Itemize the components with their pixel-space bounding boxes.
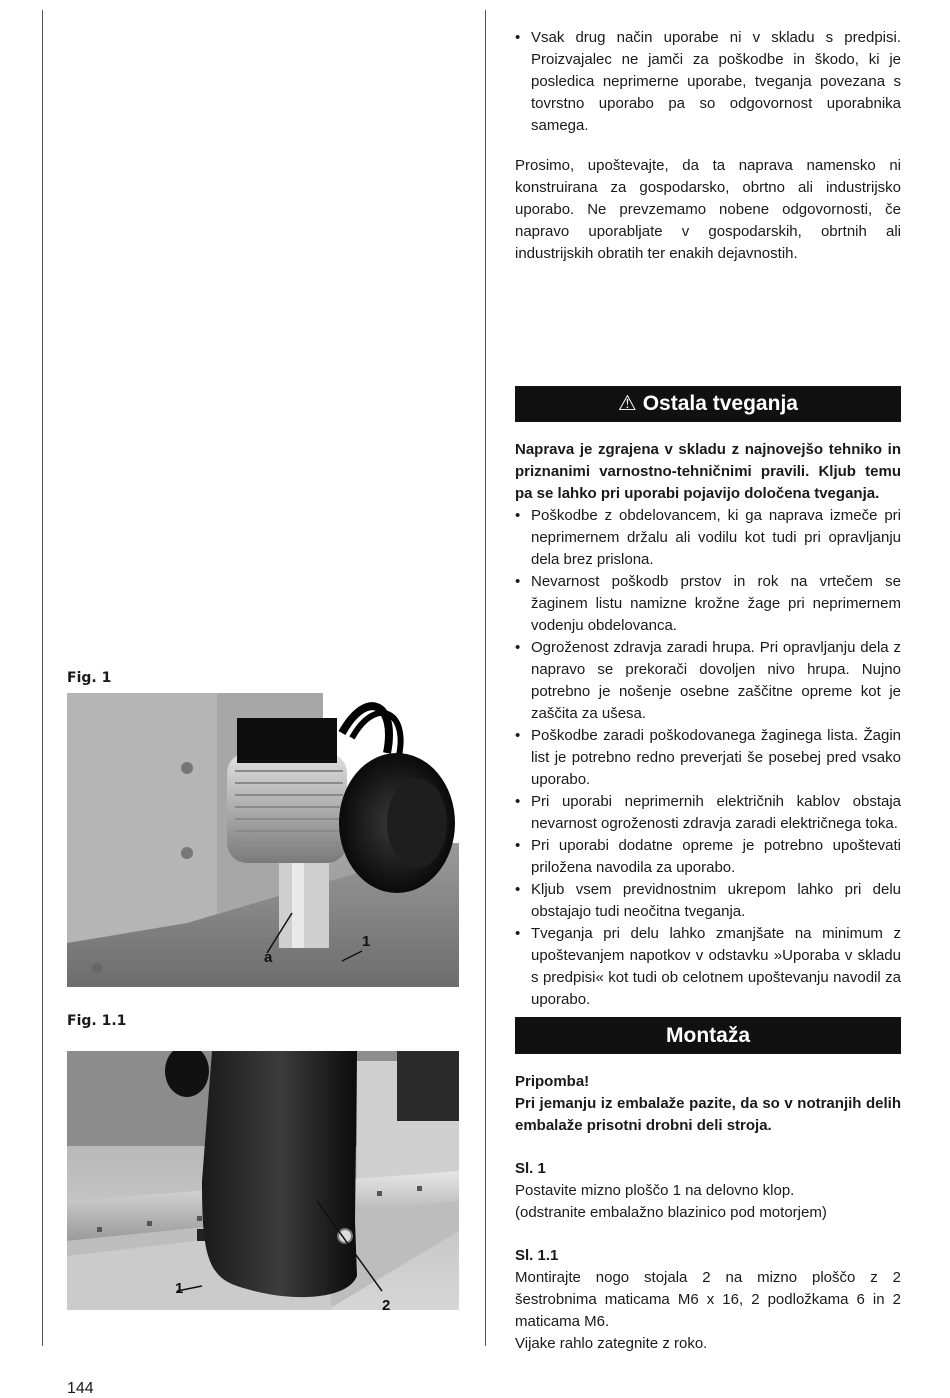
fig-1-1-stand-illustration [67,1051,459,1310]
note-label: Pripomba! [515,1073,590,1090]
notice-paragraph: Prosimo, upoštevajte, da ta naprava namensko ni konstruirana za gospodarsko, obrtno ali industrijsko uporabo. Ne prevzemamo nobene odgovornosti, če napravo uporabljate v gospodarskih, obrtnih ali industrijskih obratih ter enakih dejavnostih. [515,157,901,262]
risks-heading-banner [515,386,901,422]
fig-1-callout-1: 1 [362,933,371,950]
assembly-step-1 [515,1158,901,1224]
fig-1-1-callout-1: 1 [175,1280,184,1297]
notice-section [515,155,901,265]
risks-list [515,505,901,1011]
assembly-heading-banner [515,1017,901,1054]
risk-item: • Poškodbe zaradi poškodovanega žaginega lista. Žagin list je potrebno redno preverjati še posebej pred vsako uporabo. [515,725,901,791]
risk-item: • Kljub vsem previdnostnim ukrepom lahko pri delu obstajajo tudi neočitna tveganja. [515,879,901,923]
assembly-heading: Montaža [666,1024,750,1047]
risk-item: • Pri uporabi neprimernih električnih kablov obstaja nevarnost ogroženosti zdravja zaradi električnega toka. [515,791,901,835]
intro-bullet: • Vsak drug način uporabe ni v skladu s predpisi. Proizvajalec ne jamči za poškodbe in škodo, ki je posledica neprimerne uporabe, tveganja povezana s tovrstno uporabo pa so odgovornost uporabnika samega. [515,27,901,137]
fig-1-1-label: Fig. 1.1 [67,1013,127,1029]
risk-item: • Pri uporabi dodatne opreme je potrebno upoštevati priložena navodila za uporabo. [515,835,901,879]
fig-1-1-photo [67,1051,459,1310]
step-2-line-1: Montirajte nogo stojala 2 na mizno ploščo z 2 šestrobnima maticama M6 x 16, 2 podložkama 6 in 2 maticama M6. [515,1269,901,1330]
page-number: 144 [67,1380,94,1397]
fig-1-callout-a: a [264,949,273,966]
left-margin-rule [42,10,43,1346]
step-2-line-2: Vijake rahlo zategnite z roko. [515,1335,708,1352]
note-text: Pri jemanju iz embalaže pazite, da so v notranjih delih embalaže prisotni drobni deli stroja. [515,1095,901,1134]
risk-item: • Poškodbe z obdelovancem, ki ga naprava izmeče pri neprimernem držalu ali vodilu kot tudi pri opravljanju dela brez prislona. [515,505,901,571]
risk-item: • Ogroženost zdravja zaradi hrupa. Pri opravljanju dela z napravo se prekorači dovoljen nivo hrupa. Nujno potrebno je nošenje osebne zaščitne opreme kot je zaščita za ušesa. [515,637,901,725]
step-1-line-1: Postavite mizno ploščo 1 na delovno klop. [515,1182,795,1199]
step-1-title: Sl. 1 [515,1160,546,1177]
risk-item: • Nevarnost poškodb prstov in rok na vrtečem se žaginem listu namizne krožne žage pri neprimernem vodenju obdelovanca. [515,571,901,637]
risk-item: • Tveganja pri delu lahko zmanjšate na minimum z upoštevanjem napotkov v odstavku »Uporaba v skladu s predpisi« kot tudi ob celotnem upoštevanju navodil za uporabo. [515,923,901,1011]
fig-1-1-callout-2: 2 [382,1297,391,1310]
fig-1-photo [67,693,459,987]
assembly-step-2 [515,1245,901,1355]
risks-section [515,439,901,1011]
fig-1-label: Fig. 1 [67,670,112,686]
column-divider-rule [485,10,486,1346]
step-2-title: Sl. 1.1 [515,1247,559,1264]
warning-icon: ⚠ [618,392,637,415]
assembly-note [515,1071,901,1137]
fig-1-motor-illustration [67,693,459,987]
step-1-line-2: (odstranite embalažno blazinico pod motorjem) [515,1204,827,1221]
risks-intro: Naprava je zgrajena v skladu z najnovejšo tehniko in priznanimi varnostno-tehničnimi pravili. Kljub temu pa se lahko pri uporabi pojavijo določena tveganja. [515,441,901,502]
risks-heading: Ostala tveganja [642,392,798,415]
intro-section [515,27,901,137]
